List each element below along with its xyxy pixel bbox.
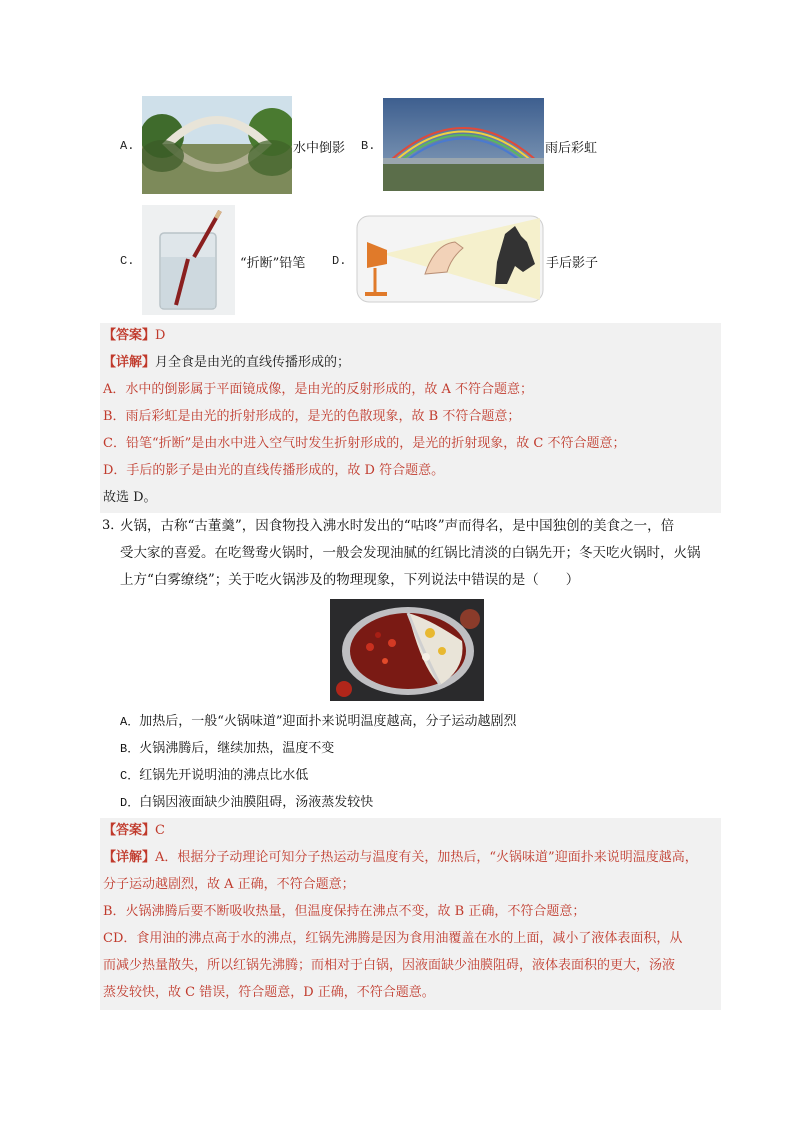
q2-detail-line-4: D．手后的影子是由光的直线传播形成的，故 D 符合题意。	[103, 463, 445, 478]
option-text-b: 雨后彩虹	[545, 141, 598, 156]
q3-detail-line-3: CD．食用油的沸点高于水的沸点，红锅先沸腾是因为食用油覆盖在水的上面，减小了液体表面积，从	[103, 931, 683, 946]
choice-letter: D．	[120, 796, 140, 810]
hand-shadow-illustration	[355, 214, 545, 304]
choice-letter: C．	[120, 769, 140, 783]
q2-answer-line	[103, 327, 165, 345]
q2-detail-line-1: A．水中的倒影属于平面镜成像，是由光的反射形成的，故 A 不符合题意；	[103, 382, 534, 397]
q3-detail-line-4: 而减少热量散失，所以红锅先沸腾；而相对于白锅，因液面缺少油膜阻碍，液体表面积的更大，汤液	[103, 958, 676, 973]
pencil-in-water-photo	[142, 205, 235, 315]
q2-detail-line-5: 故选 D。	[103, 490, 157, 505]
question-number: 3．	[102, 518, 124, 533]
q2-detail-line-3: C．铅笔“折断”是由水中进入空气时发生折射形成的，是光的折射现象，故 C 不符合题意；	[103, 436, 626, 451]
option-letter-a: A.	[120, 139, 135, 153]
hotpot-photo	[330, 599, 484, 701]
detail-text: A．根据分子动理论可知分子热运动与温度有关，加热后，“火锅味道”迎面扑来说明温度越高，	[155, 850, 698, 865]
q2-answer-box	[100, 323, 721, 513]
detail-label: 【详解】	[103, 850, 156, 865]
choice-b[interactable]	[120, 740, 334, 758]
q3-answer-line	[103, 822, 165, 840]
option-text-c: “折断”铅笔	[240, 256, 306, 271]
question-line-1: 受大家的喜爱。在吃鸳鸯火锅时，一般会发现油腻的红锅比清淡的白锅先开；冬天吃火锅时，火锅	[120, 545, 701, 561]
detail-text: 月全食是由光的直线传播形成的；	[155, 355, 351, 370]
detail-label: 【详解】	[103, 355, 156, 370]
option-letter-d: D.	[332, 254, 347, 268]
q2-detail-line-0	[103, 354, 350, 372]
answer-label: 【答案】	[103, 328, 156, 343]
option-letter-c: C.	[120, 254, 135, 268]
bridge-reflection-photo	[142, 96, 292, 194]
choice-a[interactable]	[120, 713, 517, 731]
q3-detail-line-0	[103, 849, 698, 867]
choice-d[interactable]	[120, 794, 373, 812]
q3-detail-line-2: B．火锅沸腾后要不断吸收热量，但温度保持在沸点不变，故 B 正确，不符合题意；	[103, 904, 586, 919]
q3-detail-line-5: 蒸发较快，故 C 错误，符合题意，D 正确，不符合题意。	[103, 985, 435, 1000]
option-letter-b: B.	[361, 139, 376, 153]
answer-value: C	[155, 823, 165, 838]
q3-detail-line-1: 分子运动越剧烈，故 A 正确，不符合题意；	[103, 877, 355, 892]
q3-answer-box	[100, 818, 721, 1010]
choice-c[interactable]	[120, 767, 308, 785]
question-line-2: 上方“白雾缭绕”；关于吃火锅涉及的物理现象，下列说法中错误的是（ ）	[120, 572, 580, 588]
question-line-0: 火锅，古称“古董羹”，因食物投入沸水时发出的“咕咚”声而得名，是中国独创的美食之一，倍	[120, 518, 675, 534]
choice-text: 红锅先开说明油的沸点比水低	[139, 768, 309, 783]
choice-text: 火锅沸腾后，继续加热，温度不变	[139, 741, 335, 756]
q2-detail-line-2: B．雨后彩虹是由光的折射形成的，是光的色散现象，故 B 不符合题意；	[103, 409, 521, 424]
answer-label: 【答案】	[103, 823, 156, 838]
answer-value: D	[155, 328, 166, 343]
choice-text: 白锅因液面缺少油膜阻碍，汤液蒸发较快	[139, 795, 374, 810]
option-text-d: 手后影子	[546, 256, 599, 271]
choice-letter: A．	[120, 715, 140, 729]
option-text-a: 水中倒影	[293, 141, 346, 156]
choice-text: 加热后，一般“火锅味道”迎面扑来说明温度越高，分子运动越剧烈	[139, 714, 517, 729]
choice-letter: B．	[120, 742, 140, 756]
rainbow-photo	[383, 98, 544, 191]
